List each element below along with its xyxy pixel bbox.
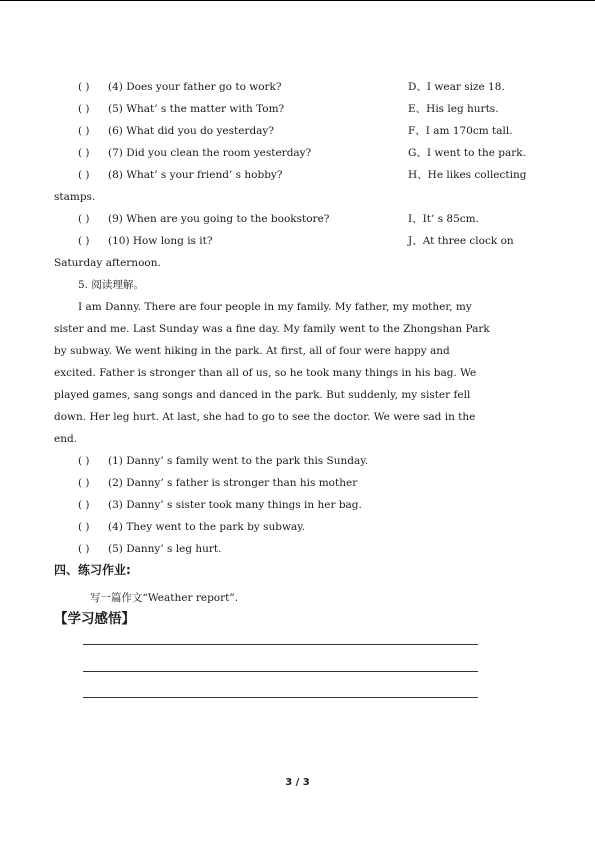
question-text: (8) What’ s your friend’ s hobby? [108, 169, 283, 181]
question-text: (4) Does your father go to work? [108, 81, 282, 93]
answer-blank[interactable]: ( ) [78, 147, 90, 159]
answer-blank[interactable]: ( ) [78, 543, 90, 555]
answer-option: I、It’ s 85cm. [408, 213, 479, 225]
passage-line: excited. Father is stronger than all of us, so he took many things in his bag. We [54, 367, 477, 379]
answer-blank[interactable]: ( ) [78, 477, 90, 489]
question-text: (10) How long is it? [108, 235, 213, 247]
answer-blank[interactable]: ( ) [78, 169, 90, 181]
question-text: (9) When are you going to the bookstore? [108, 213, 330, 225]
passage-line: played games, sang songs and danced in the park. But suddenly, my sister fell [54, 389, 471, 401]
section-4-title: 四、练习作业: [54, 563, 131, 577]
statement-text: (1) Danny’ s family went to the park this Sunday. [108, 455, 369, 467]
wrapped-text: stamps. [54, 191, 96, 203]
statement-text: (2) Danny’ s father is stronger than his mother [108, 477, 358, 489]
answer-blank[interactable]: ( ) [78, 103, 90, 115]
answer-blank[interactable]: ( ) [78, 81, 90, 93]
answer-option: J、At three clock on [408, 235, 514, 247]
answer-blank[interactable]: ( ) [78, 521, 90, 533]
answer-blank[interactable]: ( ) [78, 213, 90, 225]
answer-blank[interactable]: ( ) [78, 499, 90, 511]
writing-line[interactable] [83, 697, 478, 698]
reflection-title: 【学习感悟】 [54, 611, 135, 627]
statement-text: (3) Danny’ s sister took many things in her bag. [108, 499, 362, 511]
answer-blank[interactable]: ( ) [78, 455, 90, 467]
answer-blank[interactable]: ( ) [78, 235, 90, 247]
writing-line[interactable] [83, 671, 478, 672]
passage-line: sister and me. Last Sunday was a fine day. My family went to the Zhongshan Park [54, 323, 490, 335]
passage-line: I am Danny. There are four people in my family. My father, my mother, my [78, 301, 472, 313]
homework-prompt: 写一篇作文“Weather report”. [90, 592, 239, 604]
header-rule [0, 0, 595, 1]
page-number: 3 / 3 [285, 777, 310, 788]
answer-option: E、His leg hurts. [408, 103, 499, 115]
question-text: (7) Did you clean the room yesterday? [108, 147, 312, 159]
answer-option: D、I wear size 18. [408, 81, 505, 93]
passage-line: down. Her leg hurt. At last, she had to go to see the doctor. We were sad in the [54, 411, 476, 423]
section-5-title: 5. 阅读理解。 [78, 279, 144, 291]
passage-line: end. [54, 433, 78, 445]
answer-option: G、I went to the park. [408, 147, 527, 159]
question-text: (5) What’ s the matter with Tom? [108, 103, 285, 115]
wrapped-text: Saturday afternoon. [54, 257, 161, 269]
statement-text: (4) They went to the park by subway. [108, 521, 306, 533]
answer-blank[interactable]: ( ) [78, 125, 90, 137]
question-text: (6) What did you do yesterday? [108, 125, 274, 137]
passage-line: by subway. We went hiking in the park. At first, all of four were happy and [54, 345, 450, 357]
statement-text: (5) Danny’ s leg hurt. [108, 543, 222, 555]
writing-line[interactable] [83, 644, 478, 645]
answer-option: H、He likes collecting [408, 169, 527, 181]
answer-option: F、I am 170cm tall. [408, 125, 513, 137]
